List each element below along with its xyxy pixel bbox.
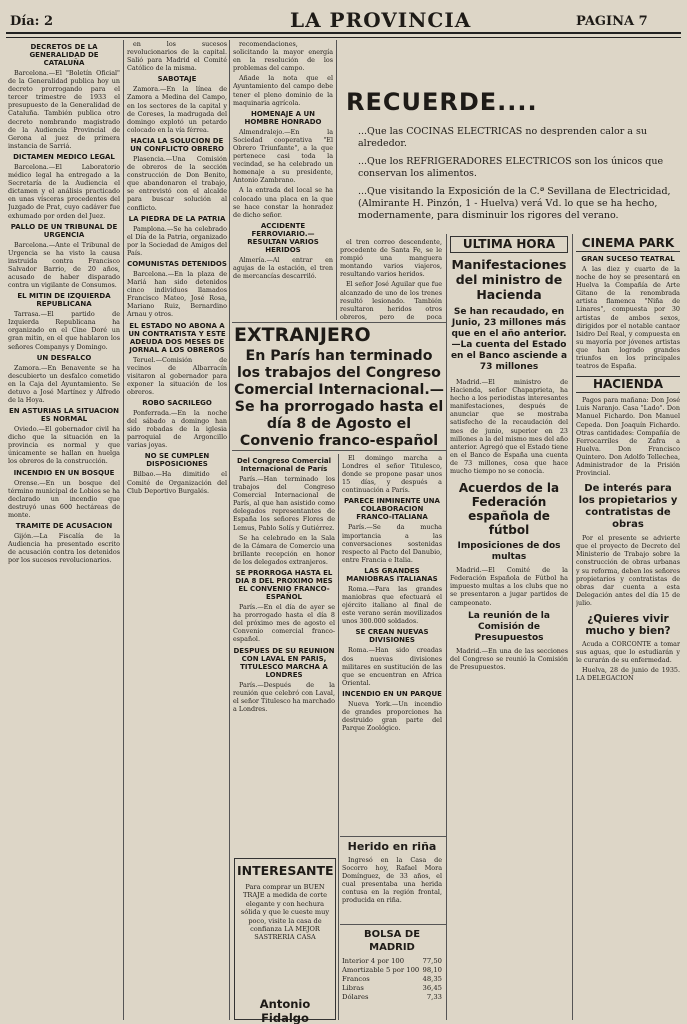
headline: PALLO DE UN TRIBUNAL DE URGENCIA: [10, 222, 118, 239]
headline: PARECE INMINENTE UNA COLABORACION FRANCO-ITALIANA: [344, 497, 440, 522]
acuerdos-subhead: Imposiciones de dos multas: [457, 541, 561, 563]
column-2: [127, 40, 227, 1020]
header-rule: [6, 32, 681, 38]
article-text: Roma.—Han sido creadas dos nuevas divisiones militares en sustitución de las que se encuentran en Africa Oriental.: [342, 646, 442, 687]
ultima-hora-headline: Manifestaciones del ministro de Hacienda: [451, 257, 567, 302]
headline: ROBO SACRILEGO: [142, 399, 212, 407]
column-rule: [446, 234, 447, 1020]
article-text: Ponferrada.—En la noche del sábado a domingo han sido robadas de la iglesia parroquial de Argoncillo varias joyas.: [127, 409, 227, 450]
bolsa-row-value: 77,50: [422, 957, 442, 965]
headline: Del Congreso Comercial Internacional de París: [236, 457, 332, 473]
article-text: Huelva, 28 de junio de 1935. LA DELEGACION: [576, 666, 680, 683]
headline: LAS GRANDES MANIOBRAS ITALIANAS: [346, 566, 438, 583]
ultima-hora-label: ULTIMA HORA: [450, 236, 568, 253]
headline: UN DESFALCO: [36, 353, 92, 362]
article-text: Bilbao.—Ha dimitido el Comité de Organización del Club Deportivo Burgalés.: [127, 470, 227, 495]
article-text: Acuda a CORCONTE a tomar sus aguas, que lo estudiarán y le curarán de su enfermedad.: [576, 640, 680, 665]
article-text: Madrid.—El Comité de la Federación Española de Fútbol ha impuesto multas a los clubs que no se presentaron a jugar partidos de campeonato.: [450, 566, 568, 607]
article-text: Teruel.—Comisión de vecinos de Albarracín visitaron al gobernador para exponer la situación de los obreros.: [127, 355, 227, 396]
headline: SE PRORROGA HASTA EL DIA 8 DEL PROXIMO MES EL CONVENIO FRANCO-ESPAÑOL: [235, 569, 333, 602]
bolsa-row: [342, 957, 442, 966]
page-number: PAGINA 7: [576, 14, 648, 29]
column-1: [8, 40, 120, 1020]
article-text: Plasencia.—Una Comisión de obreros de la sección construcción de Don Benito, que abandonaron el trabajo, se entrevistó con el alcalde para buscar solución al conflicto.: [127, 154, 227, 212]
bolsa-row-value: 48,35: [422, 975, 442, 983]
article-text: Oviedo.—El gobernador civil ha dicho que la situación en la provincia es normal y que únicamente se hallan en huelga los obreros de la construcción.: [8, 425, 120, 466]
quieres-headline: ¿Quieres vivir mucho y bien?: [585, 613, 671, 637]
page-day: Día: 2: [10, 14, 54, 29]
bolsa-title: BOLSA DE MADRID: [363, 929, 421, 953]
headline: GRAN SUCESO TEATRAL: [581, 255, 675, 263]
headline: SE CREAN NUEVAS DIVISIONES: [355, 628, 429, 645]
headline: EL MITIN DE IZQUIERDA REPUBLICANA: [17, 292, 111, 309]
column-rule: [338, 454, 339, 1020]
column-3-top: [233, 40, 333, 320]
bolsa-row-label: Amortizable 5 por 100: [342, 966, 420, 974]
article-text: Barcelona.—En la plaza de Mariá han sido detenidos cinco individuos llamados Francisco Mateo, José Rosa, Mariano Ruiz, Bernardino Arnau y otros.: [127, 269, 227, 319]
article-text: recomendaciones, solicitando la mayor energía en la resolución de los problemas del campo.: [233, 40, 333, 73]
article-text: París.—Se da mucha importancia a las conversaciones sostenidas respecto al Pacto del Danubio, entre Francia e Italia.: [342, 523, 442, 564]
article-text: Gijón.—La Fiscalía de la Audiencia ha presentado escrito de acusación contra los detenidos por los sucesos revolucionarios.: [8, 532, 120, 565]
article-text: Madrid.—El ministro de Hacienda, señor Chapaprieta, ha hecho a los periodistas interesantes manifestaciones, después de anunciar que se mostraba satisfecho de la recaudación del mes de junio, superior en 23 millones a la del mismo mes del año anterior. Agregó que el Estado tiene en el Banco de España una cuenta de 73 millones, cosa que hace mucho tiempo no se conocía.: [450, 378, 568, 476]
column-rule: [229, 40, 230, 1020]
article-text: el tren correo descendente, procedente de Santa Fe, se le rompió una manguera montando varios viajeros, resultando varios heridos.: [340, 238, 442, 279]
interesante-body: Para comprar un BUEN TRAJE a medida de corte elegante y con hechura sólida y que le cueste muy poco, visite la casa de confianza LA MEJOR SASTRERIA CASA: [240, 883, 330, 942]
page-header: [0, 0, 687, 36]
headline: HACIA LA SOLUCION DE UN CONFLICTO OBRERO: [130, 136, 224, 153]
article-text: Se ha celebrado en la Sala de la Cámara de Comercio una brillante recepción en honor de los delegados extranjeros.: [233, 533, 335, 566]
headline: EN ASTURIAS LA SITUACION ES NORMAL: [8, 407, 120, 424]
article-text: París.—Después de la reunión que celebró con Laval, el señor Titulesco ha marchado a Londres.: [233, 680, 335, 713]
cinema-label: CINEMA PARK: [576, 236, 680, 252]
column-rule: [123, 40, 124, 1020]
article-text: Almendralejo.—En la Sociedad cooperativa "El Obrero Triunfante", a la que pertenece casi toda la vecindad, se ha celebrado un homenaje a su presidente, Antonio Zambrano.: [233, 127, 333, 185]
article-text: Pamplona.—Se ha celebrado el Día de la Patria, organizado por la Sociedad de Amigos del País.: [127, 224, 227, 257]
bolsa-row: [342, 993, 442, 1002]
article-text: Madrid.—En una de las secciones del Congreso se reunió la Comisión de Presupuestos.: [450, 646, 568, 671]
headline: EL ESTADO NO ABONA A UN CONTRATISTA Y ESTE ADEUDA DOS MESES DE JORNAL A LOS OBREROS: [128, 321, 226, 354]
article-text: Almería.—Al entrar en agujas de la estación, el tren de mercancías descarriló.: [233, 255, 333, 280]
bolsa-row-value: 36,45: [422, 984, 442, 992]
article-text: Zamora.—En la línea de Zamora a Medina del Campo, en los sectores de la capital y de Coreses, la madrugada del domingo explotó un petardo colocado en la vía férrea.: [127, 85, 227, 134]
cinema-column: [576, 236, 680, 1016]
article-text: Nueva York.—Un incendio de grandes proporciones ha destruido gran parte del Parque Zoológico.: [342, 699, 442, 733]
article-text: A la entrada del local se ha colocado una placa en la que se hace constar la honradez de dicho señor.: [233, 186, 333, 219]
article-text: París.—En el día de ayer se ha prorrogado hasta el día 8 del próximo mes de agosto el Convenio comercial franco-español.: [233, 603, 335, 644]
bolsa-box: [342, 928, 442, 1018]
recuerde-line-1: ...Que las COCINAS ELECTRICAS no desprenden calor a su alrededor.: [358, 126, 647, 149]
article-text: El domingo marcha a Londres el señor Titulesco, donde se propone pasar unos 15 días, y después a continuación a París.: [342, 454, 442, 495]
column-rule: [336, 40, 337, 320]
recuerde-line-3: ...Que visitando la Exposición de la C.ª Sevillana de Electricidad, (Almirante H. Pinzón, 1 - Huelva) verá Vd. lo que se ha hecho, modernamente, para disminuir los rigores del verano.: [358, 186, 671, 221]
headline: ACCIDENTE FERROVIARIO.—RESULTAN VARIOS HERIDOS: [247, 221, 319, 254]
article-text: Por el presente se advierte que el proyecto de Decreto del Ministerio de Trabajo sobre la construcción de obras urbanas y su reforma, deben los señores propietarios y contratistas de obras dar cuenta a esta Delegación antes del día 15 de julio.: [576, 534, 680, 607]
headline: INCENDIO EN UN BOSQUE: [13, 468, 115, 477]
article-text: París.—Han terminado los trabajos del Congreso Comercial Internacional de París, al que han asistido como delegados representantes de España los señores Flores de Lemus, Pablo Solís y Gutiérrez.: [233, 475, 335, 532]
ultima-hora-subhead: Se han recaudado, en Junio, 23 millones más que en el año anterior.—La cuenta del Estado en el Banco asciende a 73 millones: [450, 307, 568, 372]
recuerde-line-2: ...Que los REFRIGERADORES ELECTRICOS son los únicos que conservan los alimentos.: [358, 156, 664, 179]
article-text: Barcelona.—Ante el Tribunal de Urgencia se ha visto la causa instruida contra Francisco Salvador Barrio, de 20 años, acusado de haber disparado contra un vigilante de Consumos.: [8, 240, 120, 290]
interes-headline: De interés para los propietarios y contratistas de obras: [578, 483, 678, 531]
bolsa-row-label: Libras: [342, 984, 364, 992]
article-text: Barcelona.—El Laboratorio médico legal ha entregado a la Secretaría de la Audiencia el dictamen y el análisis practicado en unas vísceras procedentes del Juzgado de Prat, cuyo cadáver fue exhumado por orden del Juez.: [8, 162, 120, 220]
headline: DICTAMEN MEDICO LEGAL: [13, 152, 115, 161]
bolsa-row: [342, 975, 442, 984]
bolsa-row-label: Dólares: [342, 993, 369, 1001]
herido-title: Herido en riña: [347, 840, 437, 853]
article-text: Ingresó en la Casa de Socorro hoy, Rafael Mora Domínguez, de 33 años, el cual presentaba una herida contusa en la región frontal, producida en riña.: [342, 856, 442, 905]
article-text: Orense.—En un bosque del término municipal de Lobios se ha declarado un incendio que destruyó unas 600 hectáreas de monte.: [8, 478, 120, 519]
herido-box: [342, 840, 442, 920]
headline: NO SE CUMPLEN DISPOSICIONES: [144, 452, 210, 469]
article-text: Tarrasa.—El partido de Izquierda Republicana ha organizado en el Cine Doré un gran mitin, en el que hablaron los señores Companys y Domingo.: [8, 310, 120, 351]
headline: HOMENAJE A UN HOMBRE HONRADO: [244, 109, 322, 126]
article-text: A las diez y cuarto de la noche de hoy se presentará en Huelva la Compañía de Arte Gitano de la renombrada artista flamenca "Niña de Linares", compuesta por 30 artistas de ambos sexos, dirigidos por el notable cantaor Isidro Del Real, y compuesta en su mayoría por jóvenes artistas que han logrado grandes triunfos en los principales teatros de España.: [576, 265, 680, 371]
bolsa-row-value: 7,33: [426, 993, 442, 1001]
article-text: Pagos para mañana: Don José Luis Naranjo. Casa "Lado". Don Manuel Fichardo. Don Manuel Cepeda. Don Joaquín Fichardo. Otras cantidades: Compañía de Ferrocarriles de Zafra a Huelva. Don Francisco Quintero. Don Adolfo Tellechea, Administrador de la Prisión Provincial.: [576, 396, 680, 478]
bolsa-row-label: Francos: [342, 975, 370, 983]
extranjero-label: EXTRANJERO: [234, 324, 371, 346]
headline: INCENDIO EN UN PARQUE: [342, 689, 442, 698]
recuerde-title: RECUERDE....: [346, 88, 538, 116]
acuerdos-headline: Acuerdos de la Federación española de fútbol: [458, 481, 560, 538]
column-rule: [572, 234, 573, 1020]
bolsa-row-value: 98,10: [422, 966, 442, 974]
ultima-hora-column: [450, 236, 568, 1016]
interesante-name: Antonio Fidalgo: [259, 997, 311, 1024]
section-rule: [340, 836, 446, 837]
article-text: El señor José Aguilar que fue alcanzado de uno de los trenes resultó lesionado. También resultaron heridos otros obreros, pero de poca: [340, 280, 442, 320]
article-text: Roma.—Para las grandes maniobras que efectuará el ejército italiano al final de este verano serán movilizados unos 300.000 soldados.: [342, 584, 442, 626]
article-text: en los sucesos revolucionarios de la capital. Salió para Madrid el Comité Católico de la misma.: [127, 40, 227, 73]
column-6: [342, 454, 442, 834]
headline: TRAMITE DE ACUSACION: [15, 522, 113, 531]
masthead: LA PROVINCIA: [290, 8, 472, 32]
article-text: Barcelona.—El "Boletín Oficial" de la Generalidad publica hoy un decreto prorrogando para el tercer trimestre de 1933 el presupuesto de la Generalidad de Cataluña. También publica otro decreto nombrando magistrado de la Audiencia Provincial de Gerona al juez de primera instancia de Sarriá.: [8, 69, 120, 150]
bolsa-row: [342, 984, 442, 993]
headline: DESPUES DE SU REUNION CON LAVAL EN PARIS, TITULESCO MARCHA A LONDRES: [233, 646, 335, 679]
article-text: Añade la nota que el Ayuntamiento del campo debe tener el pleno dominio de la maquinaria agrícola.: [233, 74, 333, 107]
interesante-ad: [234, 858, 336, 1024]
bolsa-rows: [342, 957, 442, 1002]
headline: COMUNISTAS DETENIDOS: [127, 259, 227, 268]
extranjero-headline: En París han terminado los trabajos del Congreso Comercial Internacional.—Se ha prorrogado hasta el día 8 de Agosto el Convenio franco-español: [234, 348, 444, 449]
headline: SABOTAJE: [157, 75, 197, 84]
recuerde-ad: [340, 86, 680, 234]
headline: DECRETOS DE LA GENERALIDAD DE CATALUÑA: [29, 43, 99, 67]
headline: LA PIEDRA DE LA PATRIA: [128, 214, 226, 223]
bolsa-row: [342, 966, 442, 975]
hacienda-label: HACIENDA: [576, 376, 680, 393]
section-rule: [232, 450, 446, 451]
section-rule: [340, 924, 446, 925]
column-5: [233, 454, 335, 854]
interesante-title: INTERESANTE: [237, 863, 334, 878]
bolsa-row-label: Interior 4 por 100: [342, 957, 405, 965]
presupuestos-subhead: La reunión de la Comisión de Presupuestos: [468, 610, 550, 643]
column-4-top: [340, 238, 442, 320]
section-rule: [232, 322, 446, 323]
article-text: Zamora.—En Benavente se ha descubierto un desfalco cometido en la Caja del Ayuntamiento. Se detuvo a José Martínez y Alfredo de la Hoya.: [8, 363, 120, 404]
